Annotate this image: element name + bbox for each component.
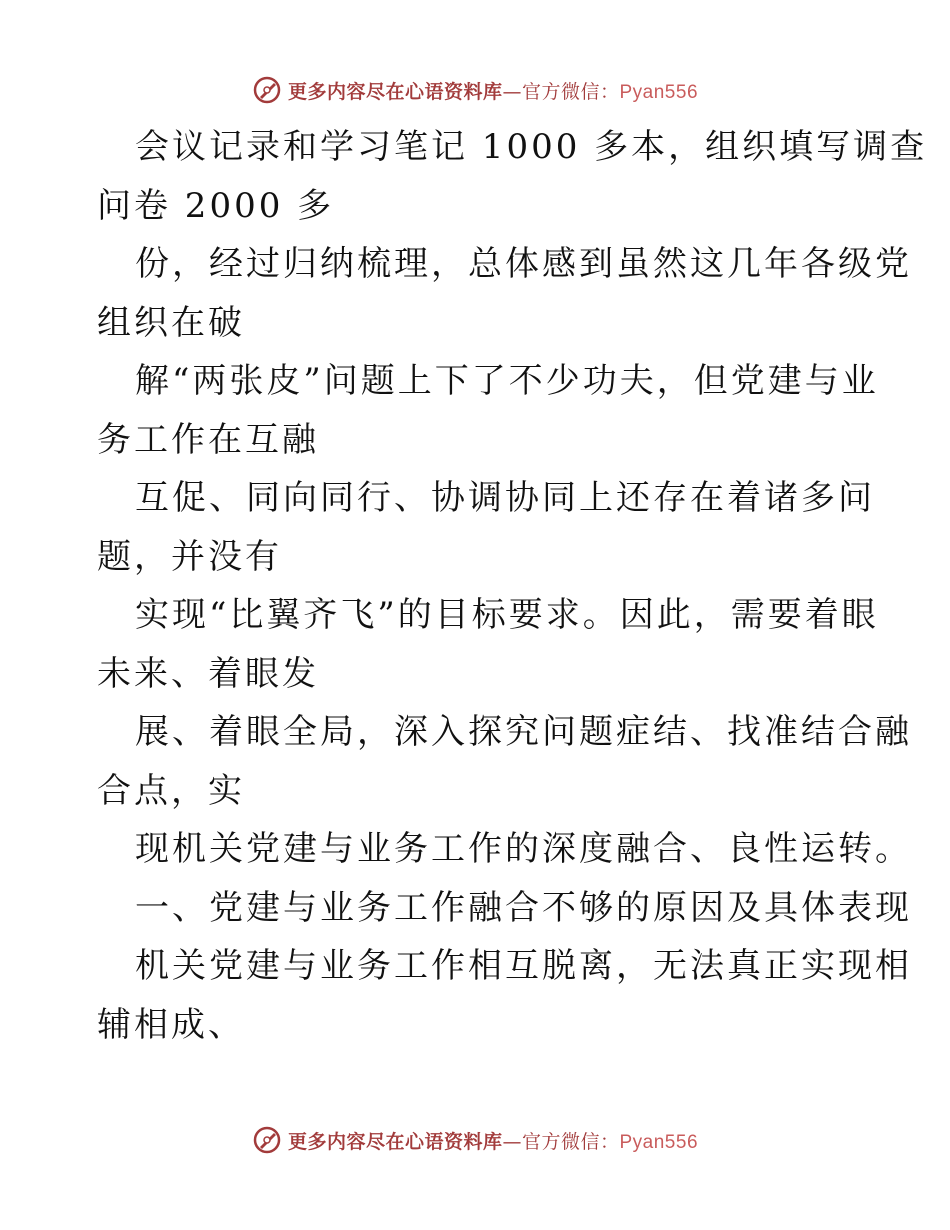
text-line: 务工作在互融 xyxy=(97,419,319,460)
text-line: 组织在破 xyxy=(97,302,245,343)
watermark-text xyxy=(288,77,698,104)
section-heading: 一、党建与业务工作融合不够的原因及具体表现 xyxy=(135,887,912,928)
footer-watermark xyxy=(0,1123,950,1157)
watermark-separator: — xyxy=(502,80,522,103)
header-watermark xyxy=(0,73,950,107)
quill-logo-icon xyxy=(252,1125,282,1155)
watermark-label: 官方微信： xyxy=(521,1130,620,1153)
text-line: 题，并没有 xyxy=(97,536,282,577)
text-line: 会议记录和学习笔记 1000 多本，组织填写调查 xyxy=(135,127,928,167)
text-line: 机关党建与业务工作相互脱离，无法真正实现相 xyxy=(135,946,912,986)
document-body xyxy=(97,118,928,1054)
text-line: 实现“比翼齐飞”的目标要求。因此，需要着眼 xyxy=(135,595,879,635)
text-line: 份，经过归纳梳理，总体感到虽然这几年各级党 xyxy=(135,244,912,284)
text-line: 合点，实 xyxy=(97,770,245,811)
text-line: 现机关党建与业务工作的深度融合、良性运转。 xyxy=(135,829,912,869)
watermark-separator: — xyxy=(502,1130,522,1153)
text-line: 解“两张皮”问题上下了不少功夫，但党建与业 xyxy=(135,361,879,401)
text-line: 互促、同向同行、协调协同上还存在着诸多问 xyxy=(135,478,875,518)
text-line: 展、着眼全局，深入探究问题症结、找准结合融 xyxy=(135,712,912,752)
quill-logo-icon xyxy=(252,75,282,105)
text-line: 辅相成、 xyxy=(97,1004,245,1045)
watermark-wechat-id: Pyan556 xyxy=(619,1131,699,1153)
watermark-text xyxy=(288,1127,698,1154)
text-line: 问卷 2000 多 xyxy=(97,185,335,226)
watermark-wechat-id: Pyan556 xyxy=(619,81,699,103)
text-line: 未来、着眼发 xyxy=(97,653,319,694)
watermark-label: 官方微信： xyxy=(521,80,620,103)
watermark-brand: 更多内容尽在心语资料库 xyxy=(287,80,503,103)
watermark-brand: 更多内容尽在心语资料库 xyxy=(287,1130,503,1153)
